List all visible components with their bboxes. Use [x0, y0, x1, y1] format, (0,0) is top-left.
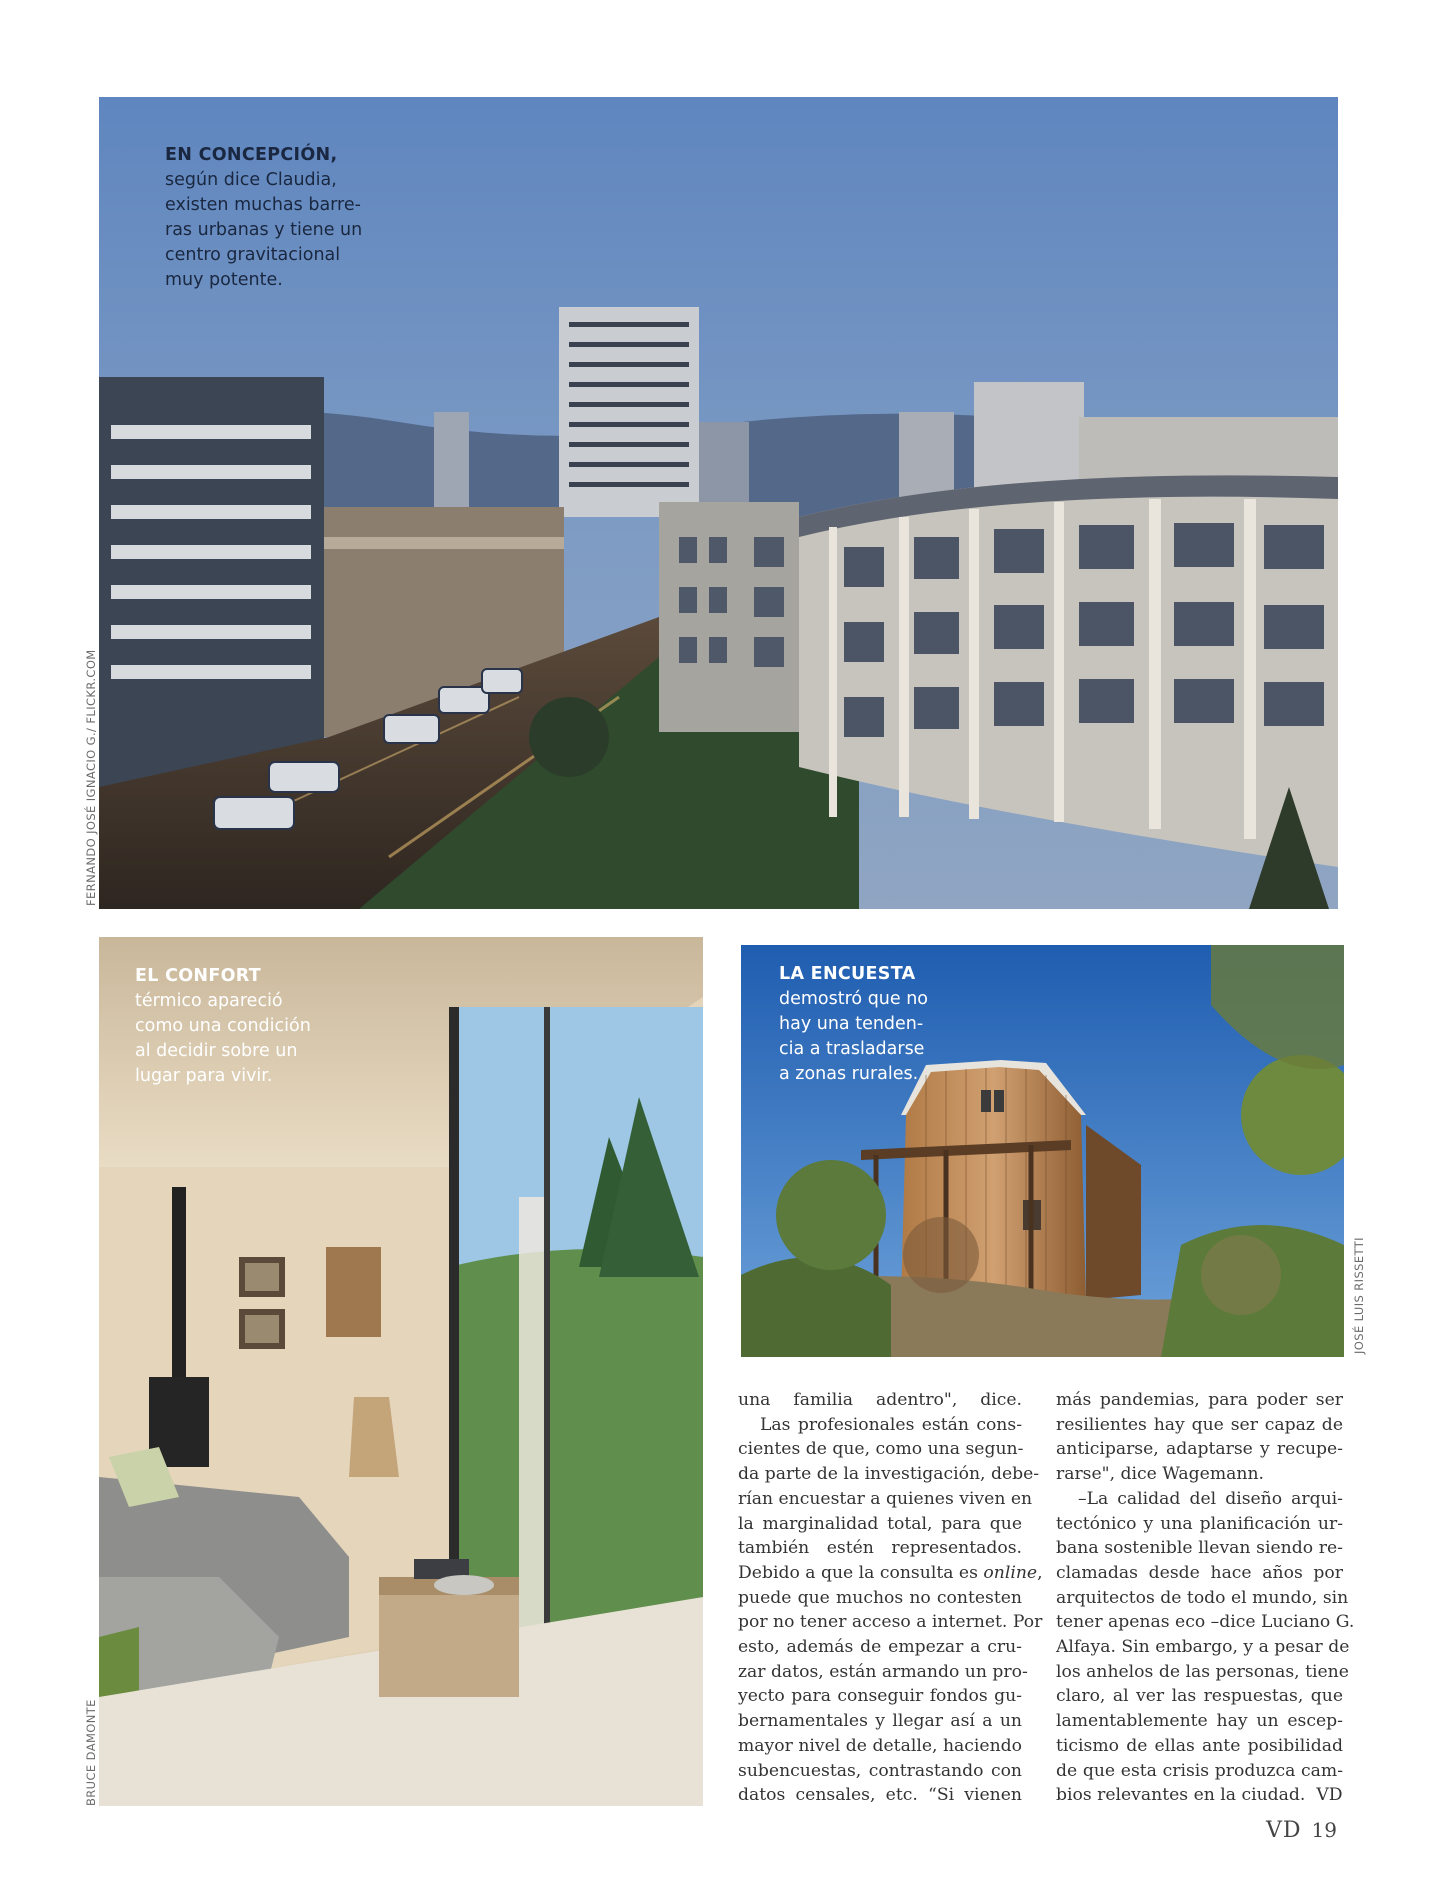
body-line: esto, además de empezar a cru-: [738, 1637, 1022, 1658]
photo-concepcion-city: [99, 97, 1338, 909]
photo-credit-city: FERNANDO JOSÉ IGNACIO G./ FLICKR.COM: [84, 649, 98, 906]
article-column-right: [1056, 1388, 1355, 1808]
body-line: Las profesionales están cons-: [760, 1414, 1022, 1435]
photo-credit-barn: JOSÉ LUIS RISSETTI: [1352, 1237, 1366, 1354]
body-line: subencuestas, contrastando con: [738, 1760, 1022, 1781]
caption-title: EN CONCEPCIÓN,: [165, 145, 338, 165]
photo-wooden-barn: [741, 945, 1344, 1357]
magazine-mark: VD: [1266, 1818, 1302, 1843]
body-line: más pandemias, para poder ser: [1056, 1390, 1343, 1410]
caption-title: LA ENCUESTA: [779, 964, 916, 984]
body-line: una familia adentro", dice.: [738, 1390, 1022, 1410]
body-line: rarse", dice Wagemann.: [1056, 1464, 1265, 1485]
body-line: Debido a que la consulta es online,: [738, 1562, 1043, 1583]
body-line-text: bios relevantes en la ciudad.: [1056, 1785, 1306, 1806]
body-line: Alfaya. Sin embargo, y a pesar de: [1056, 1637, 1350, 1658]
body-line: tener apenas eco –dice Luciano G.: [1056, 1612, 1355, 1633]
body-line: ticismo de ellas ante posibilidad: [1056, 1735, 1343, 1756]
body-line: bernamentales y llegar así a un: [738, 1711, 1022, 1732]
photo-interior-room: [99, 937, 703, 1806]
caption-concepcion: [165, 143, 385, 293]
body-line: resilientes hay que ser capaz de: [1056, 1414, 1343, 1435]
body-line: cientes de que, como una segun-: [738, 1439, 1024, 1460]
photo-credit-interior: BRUCE DAMONTE: [84, 1699, 98, 1806]
body-line: da parte de la investigación, debe-: [738, 1464, 1040, 1485]
body-line: bana sostenible llevan siendo re-: [1056, 1538, 1343, 1559]
caption-confort: [135, 964, 335, 1089]
article-column-left: [738, 1388, 1043, 1808]
body-line: zar datos, están armando un pro-: [738, 1661, 1028, 1682]
body-line: –La calidad del diseño arqui-: [1078, 1488, 1343, 1509]
caption-body: térmico apareció como una condición al decidir sobre un lugar para vivir.: [135, 991, 311, 1086]
body-line: clamadas desde hace años por: [1056, 1562, 1343, 1583]
body-line: mayor nivel de detalle, haciendo: [738, 1735, 1022, 1756]
body-line: por no tener acceso a internet. Por: [738, 1612, 1043, 1633]
body-line-final: [1056, 1783, 1343, 1808]
page-number: 19: [1311, 1818, 1337, 1842]
end-mark: VD: [1316, 1785, 1343, 1806]
caption-body: según dice Claudia, existen muchas barre- ras urbanas y tiene un centro gravitacional muy potente.: [165, 170, 363, 290]
body-line: de que esta crisis produzca cam-: [1056, 1760, 1343, 1781]
caption-encuesta: [779, 962, 969, 1087]
body-line: los anhelos de las personas, tiene: [1056, 1661, 1349, 1682]
body-line: la marginalidad total, para que: [738, 1513, 1022, 1534]
body-line: puede que muchos no contesten: [738, 1587, 1022, 1608]
body-line: lamentablemente hay un escep-: [1056, 1711, 1343, 1732]
body-line: tectónico y una planificación ur-: [1056, 1513, 1343, 1534]
body-line: datos censales, etc. “Si vienen: [738, 1785, 1022, 1806]
page-folio: [1266, 1818, 1337, 1843]
body-line: también estén representados.: [738, 1538, 1022, 1559]
body-line: arquitectos de todo el mundo, sin: [1056, 1587, 1349, 1608]
caption-body: demostró que no hay una tenden- cia a trasladarse a zonas rurales.: [779, 989, 929, 1084]
body-line: anticiparse, adaptarse y recupe-: [1056, 1439, 1343, 1460]
body-line: yecto para conseguir fondos gu-: [738, 1686, 1022, 1707]
italic-word: online: [983, 1562, 1038, 1583]
body-line: rían encuestar a quienes viven en: [738, 1488, 1033, 1509]
caption-title: EL CONFORT: [135, 966, 262, 986]
body-line: claro, al ver las respuestas, que: [1056, 1686, 1343, 1707]
